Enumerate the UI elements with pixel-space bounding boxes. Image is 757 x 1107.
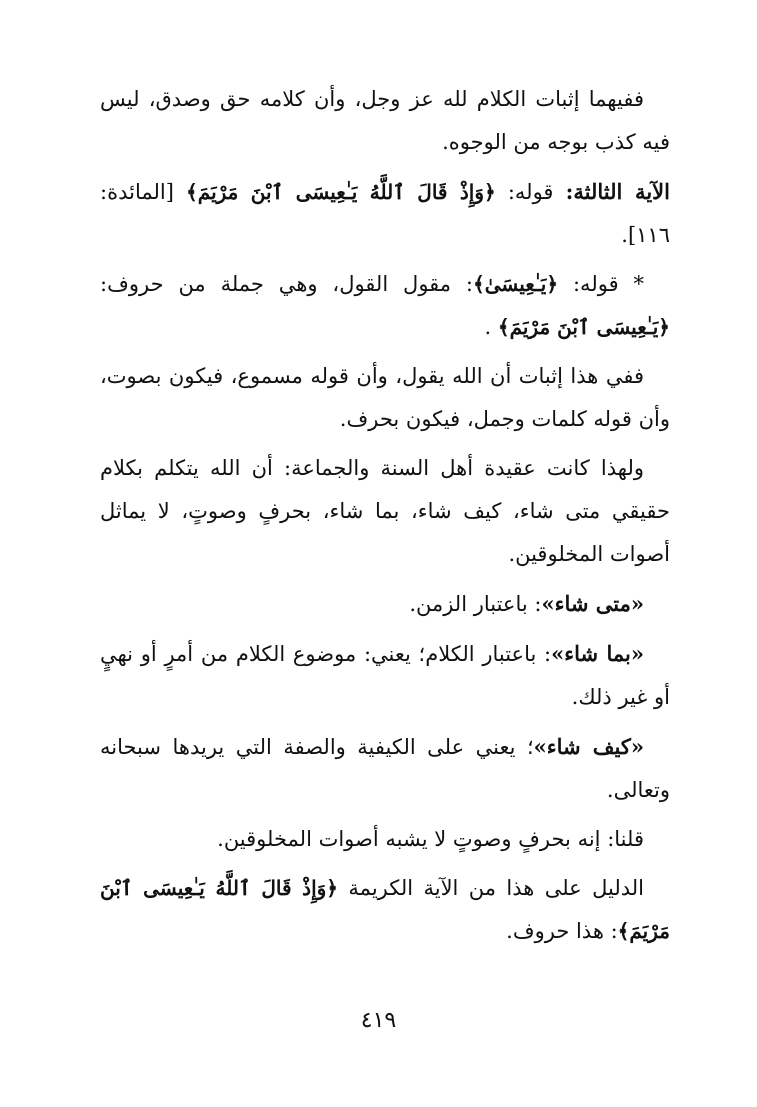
paragraph-7-text: : باعتبار الكلام؛ يعني: موضوع الكلام من أمرٍ أو نهيٍ أو غير ذلك. [100,642,670,709]
paragraph-7 [100,632,670,719]
verse-label: الآية الثالثة: [565,179,670,204]
paragraph-10-end: : هذا حروف. [506,919,618,943]
quran-verse: ﴿وَإِذْ قَالَ ٱللَّهُ يَـٰعِيسَى ٱبْنَ مَرْيَمَ﴾ [186,180,496,204]
paragraph-2 [100,170,670,257]
paragraph-4 [100,355,670,441]
verse-reference: [المائدة: ١١٦]. [100,180,670,247]
paragraph-10 [100,867,670,953]
paragraph-3 [100,263,670,349]
paragraph-1-text: ففيهما إثبات الكلام لله عز وجل، وأن كلامه حق وصدق، ليس فيه كذب بوجه من الوجوه. [100,87,670,154]
paragraph-10-pre: الدليل على هذا من الآية الكريمة [348,876,644,900]
paragraph-1 [100,78,670,164]
paragraph-3-mid: : مقول القول، وهي جملة من حروف: [100,272,474,296]
paragraph-5 [100,447,670,576]
quran-verse: ﴿يَـٰعِيسَى ٱبْنَ مَرْيَمَ﴾ [497,315,670,339]
paragraph-8-text: ؛ يعني على الكيفية والصفة التي يريدها سبحانه وتعالى. [100,735,670,802]
paragraph-3-end: . [484,315,492,339]
page-body [100,78,670,959]
paragraph-4-text: ففي هذا إثبات أن الله يقول، وأن قوله مسموع، فيكون بصوت، وأن قوله كلمات وجمل، فيكون بحرف. [100,364,670,431]
paragraph-6-text: : باعتبار الزمن. [409,592,542,616]
quran-word: ﴿يَـٰعِيسَىٰ﴾ [473,272,559,296]
paragraph-9 [100,818,670,861]
paragraph-5-text: ولهذا كانت عقيدة أهل السنة والجماعة: أن الله يتكلم بكلام حقيقي متى شاء، كيف شاء، بما شاء، بحرفٍ وصوتٍ، لا يماثل أصوات المخلوقين. [100,456,670,566]
quran-verse: ﴿وَإِذْ قَالَ ٱللَّهُ يَـٰعِيسَى ٱبْنَ مَرْيَمَ﴾ [100,876,670,943]
paragraph-8 [100,725,670,812]
term-when: «متى شاء» [541,591,644,616]
term-what: «بما شاء» [551,641,644,666]
paragraph-3-pre: * قوله: [572,272,644,296]
paragraph-2-pre: قوله: [507,180,554,204]
page-number: ٤١٩ [360,1008,397,1033]
paragraph-6 [100,582,670,626]
term-how: «كيف شاء» [533,734,644,759]
paragraph-9-text: قلنا: إنه بحرفٍ وصوتٍ لا يشبه أصوات المخلوقين. [217,827,644,851]
